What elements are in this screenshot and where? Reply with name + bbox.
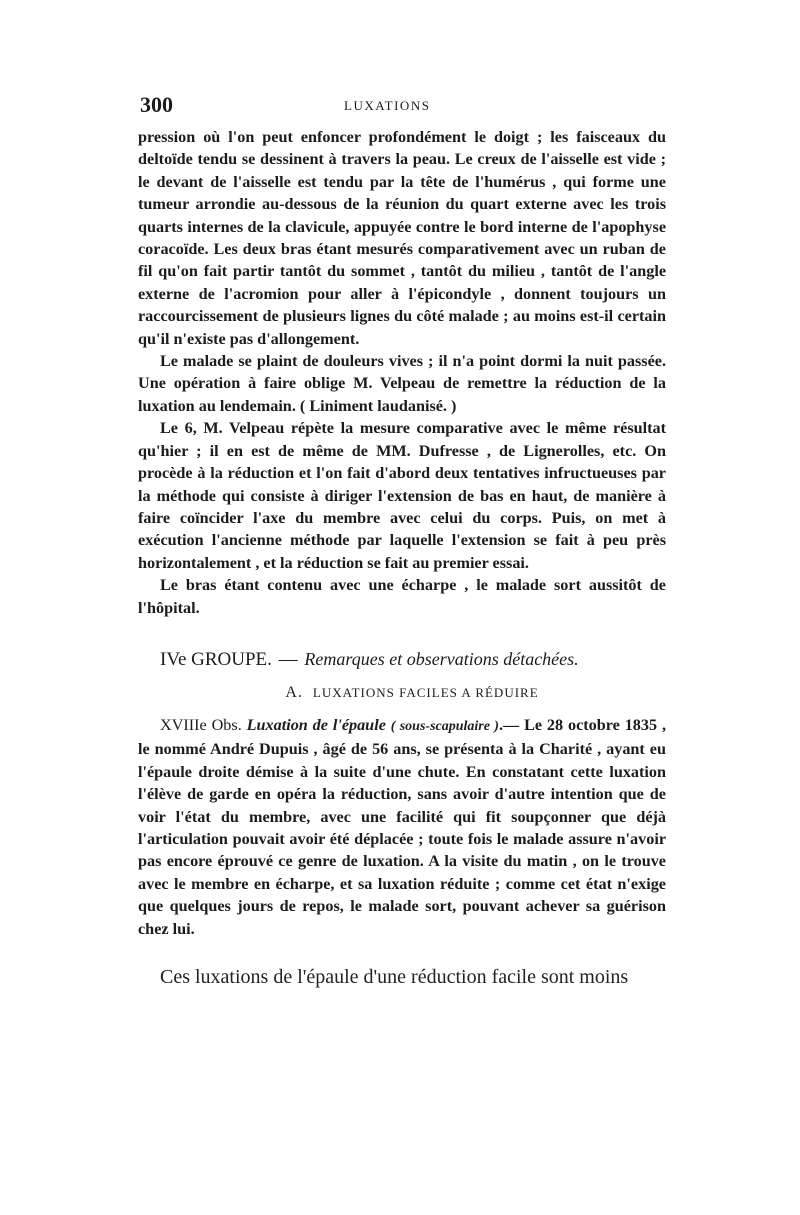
paragraph-3: Le 6, M. Velpeau répète la mesure comparative avec le même résultat qu'hier ; il en est de même de MM. Dufresse , de Lignerolles, etc. On procède à la réduction et l'on fait d'abord deux tentatives infructueuses par la méthode qui consiste à diriger l'extension de bas en haut, de manière à faire coïncider l'axe du membre avec celui du corps. Puis, on met à exécution l'ancienne méthode par laquelle l'extension se fait à peu près horizontalement , et la réduction se fait au premier essai. — [138, 419, 666, 572]
observation-subtitle: ( sous-scapulaire ) — [390, 718, 499, 734]
subsection-title: LUXATIONS FACILES A RÉDUIRE — [312, 684, 539, 700]
observation-paragraph — [138, 714, 666, 940]
group-heading — [138, 647, 666, 672]
book-page — [138, 92, 666, 1010]
group-subtitle: Remarques et observations détachées. — [304, 648, 579, 669]
observation-text: .— Le 28 octobre 1835 , le nommé André Dupuis , âgé de 56 ans, se présenta à la Charité , ayant eu l'épaule droite démise à la suite d'une chute. En constatant cette luxation l'élève de garde en opéra la réduction, sans avoir d'autre intention que de voir l'état du membre, avec une facilité qui fit soupçonner que déjà l'articulation pouvait avoir été déplacée ; toute fois le malade assure n'avoir pas encore éprouvé ce genre de luxation. A la visite du matin , on le trouve avec le membre en écharpe, et sa luxation réduite ; comme cet état n'exige que quelques jours de repos, le malade sort, pouvant achever sa guérison chez lui. — [138, 715, 667, 938]
running-head: LUXATIONS — [344, 98, 431, 113]
page-number: 300 — [140, 92, 173, 117]
paragraph-1: pression où l'on peut enfoncer profondément le doigt ; les faisceaux du deltoïde tendu se dessinent à travers la peau. Le creux de l'aisselle est vide ; le devant de l'aisselle est tendu par la tête de l'humérus , qui forme une tumeur arrondie au-dessous de la réunion du quart externe avec les trois quarts internes de la clavicule, appuyée contre le bord interne de l'apophyse coracoïde. Les deux bras étant mesurés comparativement avec un ruban de fil qu'on fait partir tantôt du sommet , tantôt du milieu , tantôt de l'angle externe de l'acromion pour aller à l'épicondyle , donnent toujours un raccourcissement de plusieurs lignes du côté malade ; au moins est-il certain qu'il n'existe pas d'allongement. — [138, 128, 666, 348]
continuation-line: Ces luxations de l'épaule d'une réduction facile sont moins — [160, 966, 629, 988]
page-header — [138, 92, 666, 126]
subsection-letter: A. — [285, 683, 303, 701]
group-dash: — — [278, 648, 298, 670]
observation-title: Luxation de l'épaule — [246, 715, 386, 734]
paragraph-4: Le bras étant contenu avec une écharpe , le malade sort aussitôt de l'hôpital. — [138, 576, 666, 617]
paragraph-2: Le malade se plaint de douleurs vives ; il n'a point dormi la nuit passée. Une opération à faire oblige M. Velpeau de remettre la réduction de la luxation au lendemain. ( Liniment laudanisé. ) — [138, 352, 666, 415]
subsection-heading — [138, 684, 666, 702]
group-number: IVe — [160, 648, 187, 670]
group-word: GROUPE. — [191, 648, 272, 670]
observation-label: XVIIIe Obs. — [160, 715, 242, 734]
